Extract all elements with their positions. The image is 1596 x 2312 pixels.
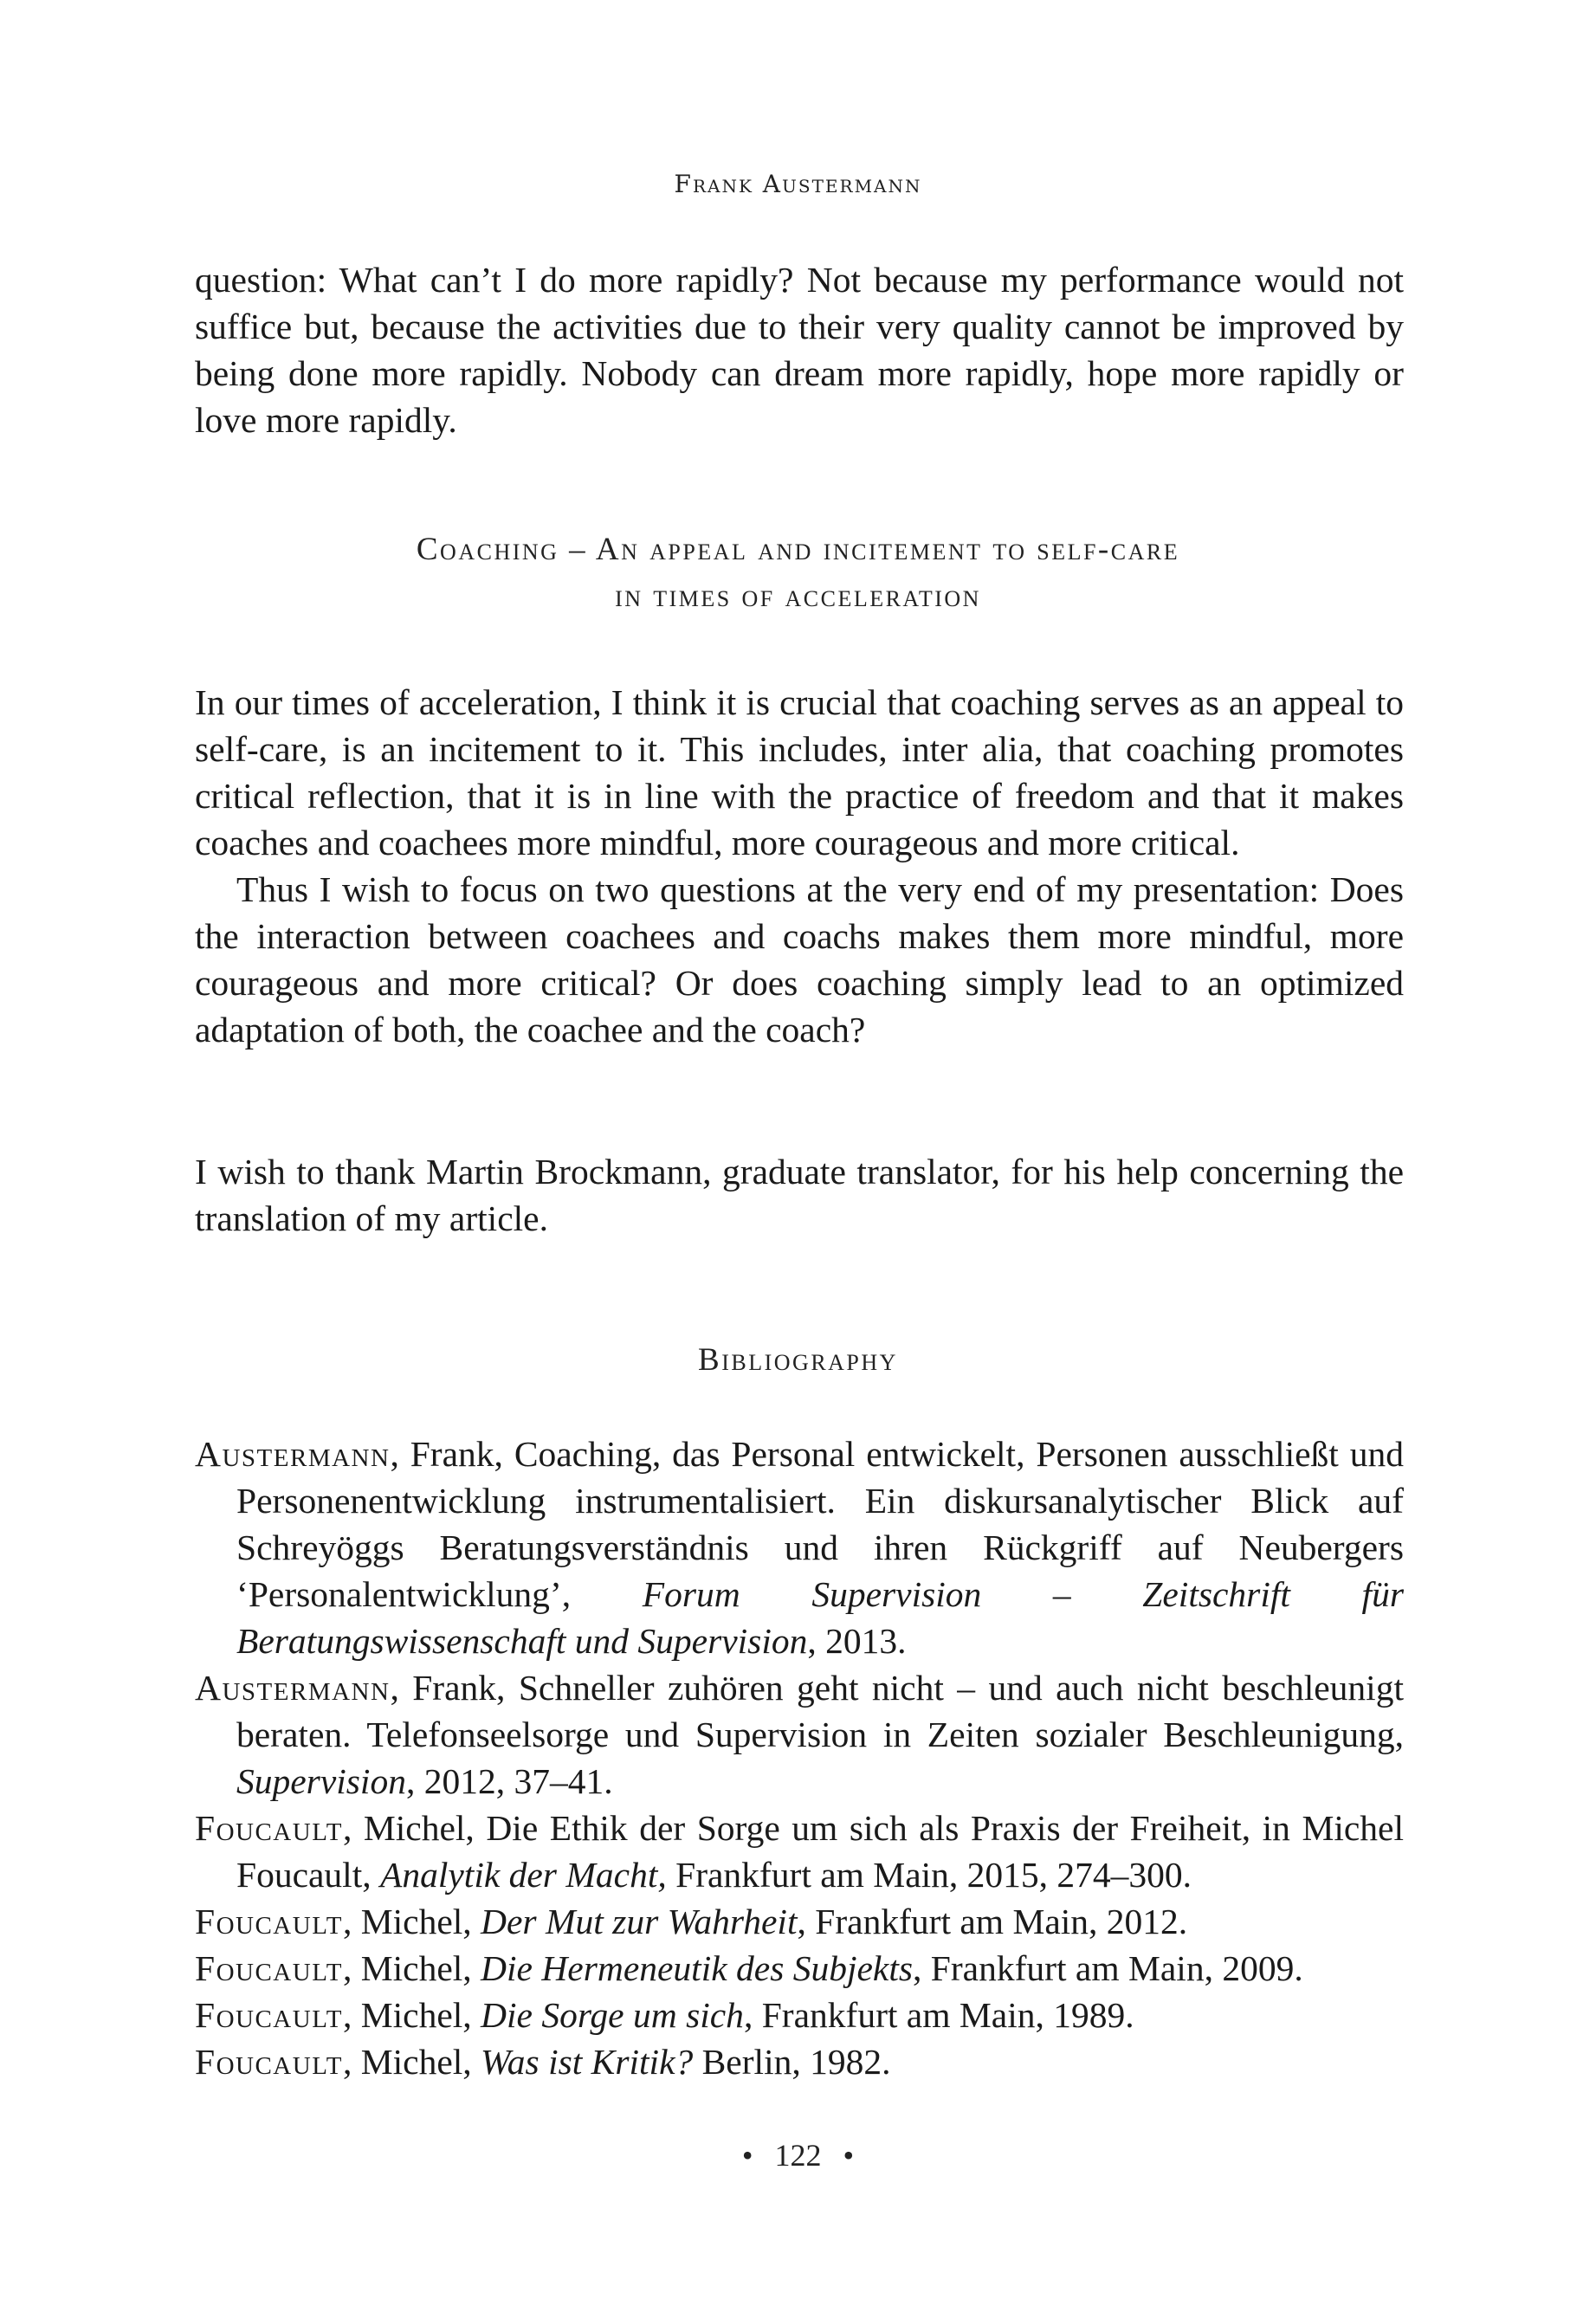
bibliography-text: Frankfurt am Main, 2015, 274–300.	[666, 1855, 1192, 1895]
section-heading-line-1: Coaching – An appeal and incitement to self-care	[416, 532, 1180, 567]
bibliography-title: Der Mut zur Wahrheit	[481, 1902, 798, 1941]
section-heading	[0, 526, 1596, 620]
bibliography-text: , Michel,	[342, 1902, 481, 1941]
bibliography-author: Foucault	[195, 1902, 343, 1941]
acknowledgement: I wish to thank Martin Brockmann, graduate translator, for his help concerning the translation of my article.	[195, 1152, 1404, 1238]
bibliography-title: Forum Supervision – Zeitschrift für Beratungswissenschaft und Supervision	[236, 1574, 1404, 1661]
bibliography-entry	[195, 1430, 1404, 1664]
bibliography-text: , Michel,	[342, 2042, 481, 2082]
bibliography-text: , Michel,	[342, 1948, 481, 1988]
bibliography-title: Die Hermeneutik des Subjekts	[481, 1948, 914, 1988]
bibliography-title: Supervision	[236, 1761, 406, 1801]
bibliography-text: , Frankfurt am Main, 2012.	[797, 1902, 1188, 1941]
bibliography-author: Foucault	[195, 1948, 343, 1988]
bibliography-text: , Frankfurt am Main, 1989.	[743, 1995, 1134, 2035]
bibliography-text: , Michel,	[342, 1995, 481, 2035]
bibliography-text: , Frankfurt am Main, 2009.	[913, 1948, 1303, 1988]
intro-paragraph-block	[195, 256, 1404, 443]
bibliography-text: , Frank, Schneller zuhören geht nicht – und auch nicht beschleunigt beraten. Telefonseelsorge und Supervision in Zeiten sozialer Beschleunigung,	[236, 1668, 1404, 1754]
intro-paragraph: question: What can’t I do more rapidly? Not because my performance would not suffice but, because the activities due to their very quality cannot be improved by being done more rapidly. Nobody can dream more rapidly, hope more rapidly or love more rapidly.	[195, 260, 1404, 440]
bibliography-entry	[195, 1805, 1404, 1898]
bibliography-text: Berlin, 1982.	[693, 2042, 891, 2082]
running-head: Frank Austermann	[674, 170, 922, 198]
bibliography-entry	[195, 1992, 1404, 2038]
bibliography-title: Was ist Kritik?	[481, 2042, 694, 2082]
section-body	[195, 679, 1404, 1053]
section-paragraph-2: Thus I wish to focus on two questions at the very end of my presentation: Does the interaction between coachees and coachs makes them more mindful, more courageous and more critical? Or does coaching simply lead to an optimized adaptation of both, the coachee and the coach?	[195, 869, 1404, 1049]
bibliography-text: , 2013.	[807, 1621, 907, 1661]
bibliography-heading: Bibliography	[698, 1342, 898, 1378]
page-number-bullet-left: •	[741, 2138, 753, 2173]
bibliography-list	[195, 1430, 1404, 2085]
bibliography-text: , Frank, Coaching, das Personal entwickelt, Personen ausschließt und Personenentwicklung instrumentalisiert. Ein diskursanalytischer Blick auf Schreyöggs Beratungsverständnis und ihren Rückgriff auf Neubergers ‘Personalentwicklung’,	[236, 1434, 1404, 1614]
bibliography-text: , 2012, 37–41.	[405, 1761, 613, 1801]
bibliography-author: Foucault	[195, 1808, 343, 1848]
bibliography-author: Austermann	[195, 1434, 391, 1474]
bibliography-author: Foucault	[195, 1995, 343, 2035]
bibliography-title: Die Sorge um sich	[481, 1995, 744, 2035]
acknowledgement-block	[195, 1148, 1404, 1242]
section-heading-line-2: in times of acceleration	[615, 578, 981, 614]
bibliography-entry	[195, 1898, 1404, 1945]
bibliography-entry	[195, 2038, 1404, 2085]
bibliography-text: , Michel, Die Ethik der Sorge um sich als Praxis der Freiheit, in Michel Foucault,	[236, 1808, 1404, 1895]
page-number-bullet-right: •	[843, 2138, 855, 2173]
bibliography-title: Analytik der Macht,	[379, 1855, 667, 1895]
bibliography-author: Foucault	[195, 2042, 343, 2082]
bibliography-entry	[195, 1945, 1404, 1992]
page-number: 122	[774, 2138, 822, 2173]
bibliography-entry	[195, 1664, 1404, 1805]
bibliography-author: Austermann	[195, 1668, 391, 1708]
section-paragraph-1: In our times of acceleration, I think it is crucial that coaching serves as an appeal to self-care, is an incitement to it. This includes, inter alia, that coaching promotes critical reflection, that it is in line with the practice of freedom and that it makes coaches and coachees more mindful, more courageous and more critical.	[195, 682, 1404, 862]
page-number-footer	[0, 2137, 1596, 2173]
